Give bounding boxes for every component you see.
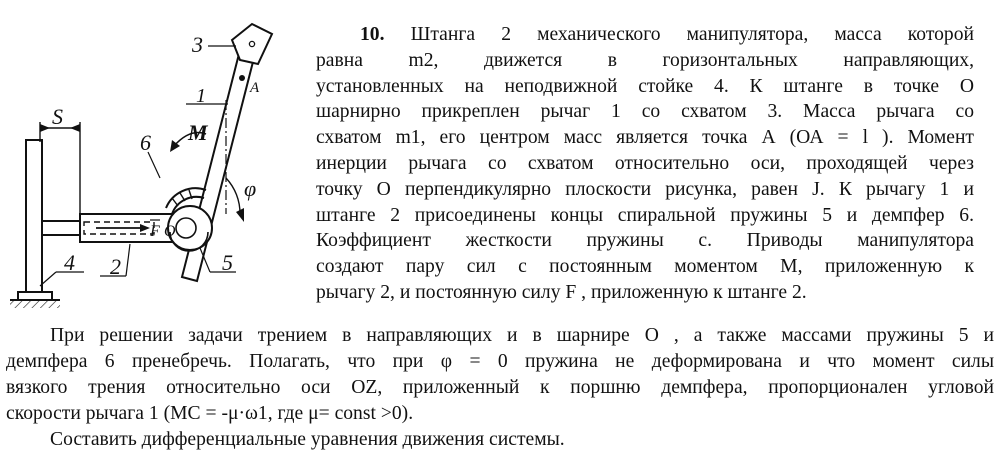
label-phi: φ <box>244 176 257 201</box>
label-4: 4 <box>64 250 75 275</box>
problem-line: равна m2, движется в горизонтальных направляющих, <box>316 49 974 71</box>
label-1: 1 <box>196 85 206 107</box>
label-6: 6 <box>140 130 151 155</box>
problem-line: схватом m1, его центром масс является точка А (ОА = l ). Момент <box>316 127 974 149</box>
condition-line: демпфера 6 пренебречь. Полагать, что при φ = 0 пружина не деформирована и что момент силы <box>6 351 994 372</box>
label-f: F <box>150 223 160 240</box>
manipulator-figure <box>0 0 330 320</box>
problem-conditions <box>6 323 994 453</box>
problem-line: 10. Штанга 2 механического манипулятора, масса которой <box>360 24 975 45</box>
guide <box>42 221 80 235</box>
problem-line: установленных на неподвижной стойке 4. К штанге в точке О <box>316 75 974 97</box>
task-line: Составить дифференциальные уравнения движения системы. <box>50 429 565 450</box>
label-3: 3 <box>192 32 203 57</box>
problem-line: штанге 2 присоединены концы спиральной пружины 5 и демпфер 6. <box>316 204 974 226</box>
problem-text <box>316 22 974 306</box>
problem-line: рычагу 2, и постоянную силу F , приложенную к штанге 2. <box>316 281 807 303</box>
problem-line: Коэффициент жесткости пружины c. Приводы манипулятора <box>316 230 974 252</box>
problem-line: шарнирно прикреплен рычаг 1 со схватом 3. Масса рычага со <box>316 101 974 123</box>
problem-line: инерции рычага со схватом относительно оси, проходящей через <box>316 152 974 174</box>
condition-line: вязкого трения относительно оси OZ, приложенный к поршню демпфера, пропорционален угловой <box>6 377 994 398</box>
label-o: O <box>164 223 176 240</box>
label-2: 2 <box>110 254 121 279</box>
condition-line: скорости рычага 1 (MC = -μ·ω1, где μ= const >0). <box>6 403 414 424</box>
label-s: S <box>52 104 63 129</box>
problem-number: 10. <box>360 24 385 45</box>
label-m: M <box>188 120 208 145</box>
label-5: 5 <box>222 250 233 275</box>
point-a-dot <box>239 75 245 81</box>
problem-line: точку О перпендикулярно плоскости рисунка, равен J. К рычагу 1 и <box>316 178 974 200</box>
label-a: A <box>250 80 260 96</box>
problem-line: создают пару сил с постоянным моментом M, приложенную к <box>316 256 974 278</box>
condition-line: При решении задачи трением в направляющих и в шарнире О , а также массами пружины 5 и <box>50 325 994 346</box>
s-dimension <box>40 122 80 216</box>
